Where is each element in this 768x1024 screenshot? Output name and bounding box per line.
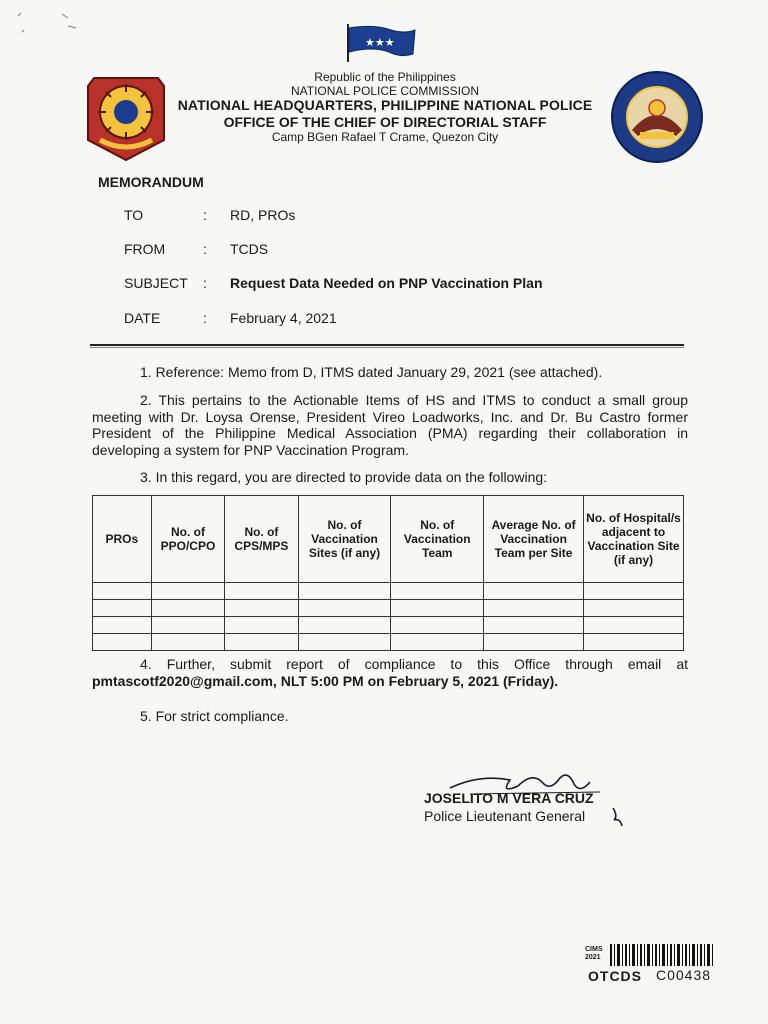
table-cell: [298, 617, 391, 634]
initial-mark-icon: [610, 806, 626, 828]
table-cell: [584, 583, 684, 600]
table-cell: [225, 583, 298, 600]
table-cell: [584, 600, 684, 617]
to-label: TO: [124, 207, 144, 223]
table-cell: [391, 600, 484, 617]
table-cell: [151, 583, 225, 600]
table-cell: [391, 634, 484, 651]
col-header-cps-mps: No. of CPS/MPS: [225, 496, 298, 583]
to-colon: :: [203, 207, 207, 223]
table-cell: [298, 634, 391, 651]
table-cell: [484, 617, 584, 634]
col-header-ppo-cpo: No. of PPO/CPO: [151, 496, 225, 583]
table-cell: [93, 634, 152, 651]
paragraph-4: [92, 656, 688, 689]
table-cell: [151, 634, 225, 651]
general-flag-icon: [345, 24, 417, 62]
paragraph-1: 1. Reference: Memo from D, ITMS dated January 29, 2021 (see attached).: [140, 364, 603, 380]
header-republic: Republic of the Philippines: [314, 70, 456, 84]
table-cell: [298, 583, 391, 600]
signatory-rank: Police Lieutenant General: [424, 808, 586, 824]
table-cell: [151, 600, 225, 617]
table-cell: [391, 617, 484, 634]
table-cell: [151, 617, 225, 634]
table-cell: [93, 600, 152, 617]
from-label: FROM: [124, 241, 166, 257]
table-cell: [93, 617, 152, 634]
table-row: [93, 600, 684, 617]
paragraph-4-text: 4. Further, submit report of compliance to this Office through email at: [140, 656, 688, 672]
table-cell: [484, 634, 584, 651]
paragraph-2: 2. This pertains to the Actionable Items of HS and ITMS to conduct a small group meeting with Dr. Loysa Orense, President Vireo Loadworks, Inc. and Dr. Bu Castro former President of the Philippine Medical Association (PMA) regarding their collaboration in developing a system for PNP Vaccination Program.: [92, 392, 688, 458]
nhq-seal-right-icon: [610, 70, 704, 164]
table-cell: [584, 634, 684, 651]
svg-text:★★★: ★★★: [365, 36, 395, 49]
table-cell: [225, 600, 298, 617]
date-label: DATE: [124, 310, 161, 326]
table-row: [93, 583, 684, 600]
from-value: TCDS: [230, 241, 269, 257]
from-colon: :: [203, 241, 207, 257]
signatory-name: JOSELITO M VERA CRUZ: [424, 790, 594, 806]
to-value: RD, PROs: [230, 207, 296, 223]
col-header-vaccination-sites: No. of Vaccination Sites (if any): [298, 496, 391, 583]
col-header-vaccination-team: No. of Vaccination Team: [391, 496, 484, 583]
header-napolcom: NATIONAL POLICE COMMISSION: [290, 84, 480, 98]
cims-label: CIMS 2021: [585, 946, 603, 961]
paragraph-3: 3. In this regard, you are directed to provide data on the following:: [140, 469, 548, 485]
col-header-hospitals: No. of Hospital/s adjacent to Vaccination Site (if any): [584, 496, 684, 583]
col-header-average-team: Average No. of Vaccination Team per Site: [484, 496, 584, 583]
header-nhq-pnp: NATIONAL HEADQUARTERS, PHILIPPINE NATIONAL POLICE: [177, 97, 593, 113]
table-cell: [391, 583, 484, 600]
table-cell: [584, 617, 684, 634]
memorandum-title: MEMORANDUM: [98, 174, 204, 190]
paragraph-5: 5. For strict compliance.: [140, 708, 289, 724]
subject-value: Request Data Needed on PNP Vaccination Plan: [230, 275, 543, 291]
date-colon: :: [203, 310, 207, 326]
table-cell: [225, 634, 298, 651]
date-value: February 4, 2021: [230, 310, 337, 326]
scan-marks: [14, 10, 84, 40]
col-header-pros: PROs: [93, 496, 152, 583]
office-code: OTCDS: [588, 968, 642, 984]
document-number: C00438: [656, 967, 712, 983]
table-row: [93, 617, 684, 634]
header-office: OFFICE OF THE CHIEF OF DIRECTORIAL STAFF: [223, 114, 547, 130]
table-cell: [225, 617, 298, 634]
header-address: Camp BGen Rafael T Crame, Quezon City: [271, 130, 499, 144]
table-cell: [484, 600, 584, 617]
table-cell: [298, 600, 391, 617]
subject-label: SUBJECT: [124, 275, 188, 291]
table-cell: [93, 583, 152, 600]
subject-colon: :: [203, 275, 207, 291]
table-cell: [484, 583, 584, 600]
compliance-email-deadline: pmtascotf2020@gmail.com, NLT 5:00 PM on February 5, 2021 (Friday).: [92, 672, 559, 689]
header-divider: [90, 344, 684, 348]
table-row: [93, 634, 684, 651]
data-request-table: [92, 495, 684, 651]
table-header-row: [93, 496, 684, 583]
